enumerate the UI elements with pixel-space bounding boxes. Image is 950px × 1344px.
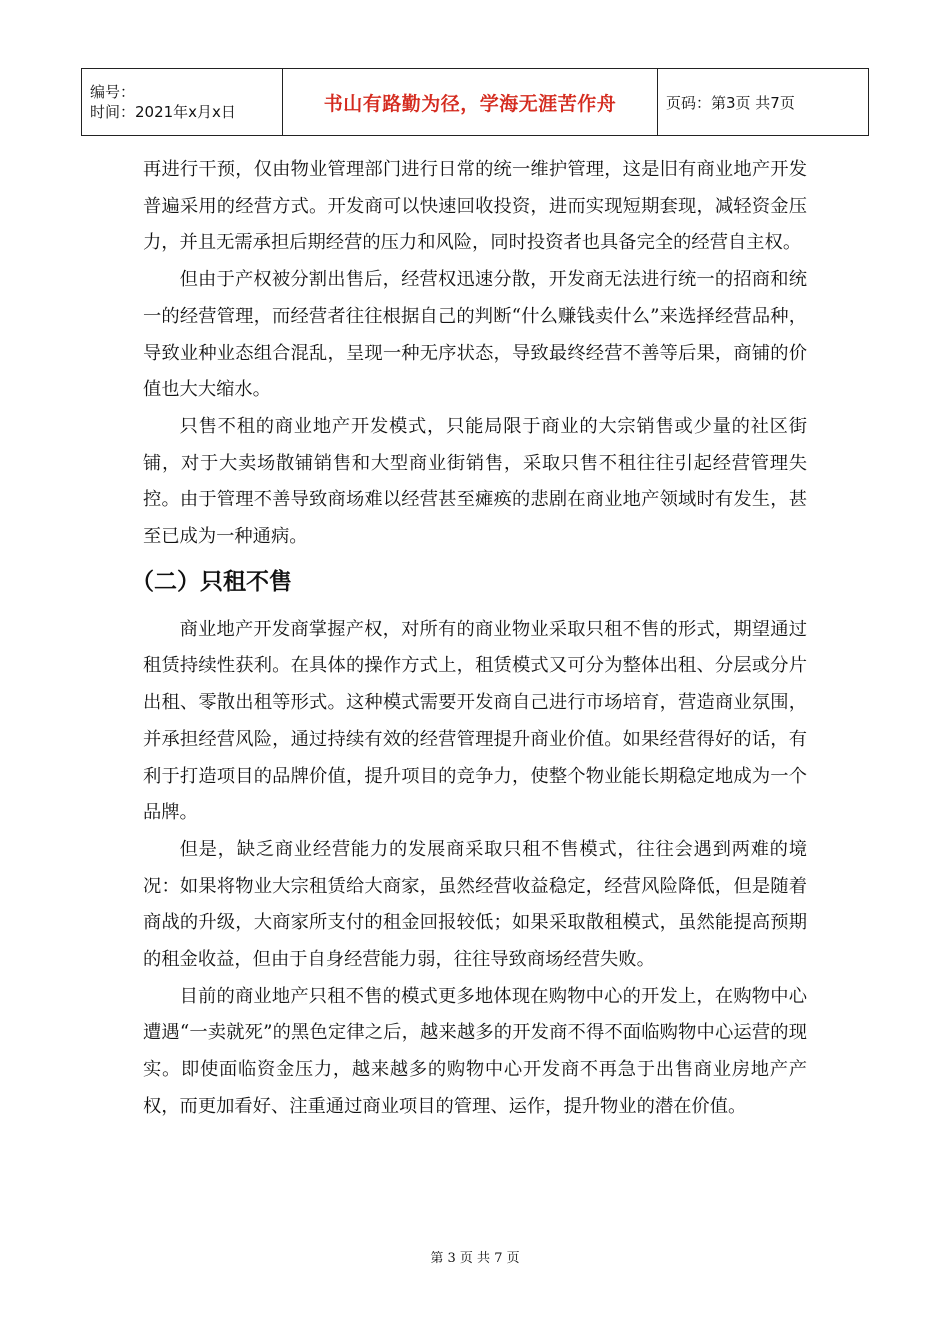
document-body — [131, 152, 807, 1126]
document-date-label: 时间：2021年x月x日 — [90, 103, 236, 121]
header-meta-cell — [82, 69, 283, 135]
paragraph: 目前的商业地产只租不售的模式更多地体现在购物中心的开发上，在购物中心遭遇“一卖就死”的黑色定律之后，越来越多的开发商不得不面临购物中心运营的现实。即使面临资金压力，越来越多的购物中心开发商不再急于出售商业房地产产权，而更加看好、注重通过商业项目的管理、运作，提升物业的潜在价值。 — [143, 985, 807, 1117]
paragraph: 但由于产权被分割出售后，经营权迅速分散，开发商无法进行统一的招商和统一的经营管理，而经营者往往根据自己的判断“什么赚钱卖什么”来选择经营品种，导致业种业态组合混乱，呈现一种无序状态，导致最终经营不善等后果，商铺的价值也大大缩水。 — [143, 269, 807, 401]
header-motto-cell — [283, 69, 658, 135]
document-number-label: 编号： — [90, 83, 136, 101]
paragraph-continued: 再进行干预，仅由物业管理部门进行日常的统一维护管理，这是旧有商业地产开发普遍采用的经营方式。开发商可以快速回收投资，进而实现短期套现，减轻资金压力，并且无需承担后期经营的压力和风险，同时投资者也具备完全的经营自主权。 — [143, 159, 807, 254]
page-header-table — [81, 68, 869, 136]
header-page-info: 页码：第3页 共7页 — [666, 93, 795, 112]
header-motto: 书山有路勤为径，学海无涯苦作舟 — [323, 92, 617, 115]
paragraph: 但是，缺乏商业经营能力的发展商采取只租不售模式，往往会遇到两难的境况：如果将物业大宗租赁给大商家，虽然经营收益稳定，经营风险降低，但是随着商战的升级，大商家所支付的租金回报较低；如果采取散租模式，虽然能提高预期的租金收益，但由于自身经营能力弱，往往导致商场经营失败。 — [143, 838, 807, 971]
paragraph: 只售不租的商业地产开发模式，只能局限于商业的大宗销售或少量的社区街铺，对于大卖场散铺销售和大型商业街销售，采取只售不租往往引起经营管理失控。由于管理不善导致商场难以经营甚至瘫痪的悲剧在商业地产领域时有发生，甚至已成为一种通病。 — [143, 415, 807, 548]
paragraph: 商业地产开发商掌握产权，对所有的商业物业采取只租不售的形式，期望通过租赁持续性获利。在具体的操作方式上，租赁模式又可分为整体出租、分层或分片出租、零散出租等形式。这种模式需要开发商自己进行市场培育，营造商业氛围，并承担经营风险，通过持续有效的经营管理提升商业价值。如果经营得好的话，有利于打造项目的品牌价值，提升项目的竞争力，使整个物业能长期稳定地成为一个品牌。 — [143, 618, 807, 824]
page-footer: 第 3 页 共 7 页 — [430, 1251, 520, 1266]
section-heading: （二）只租不售 — [131, 568, 292, 595]
header-page-cell — [658, 69, 868, 135]
